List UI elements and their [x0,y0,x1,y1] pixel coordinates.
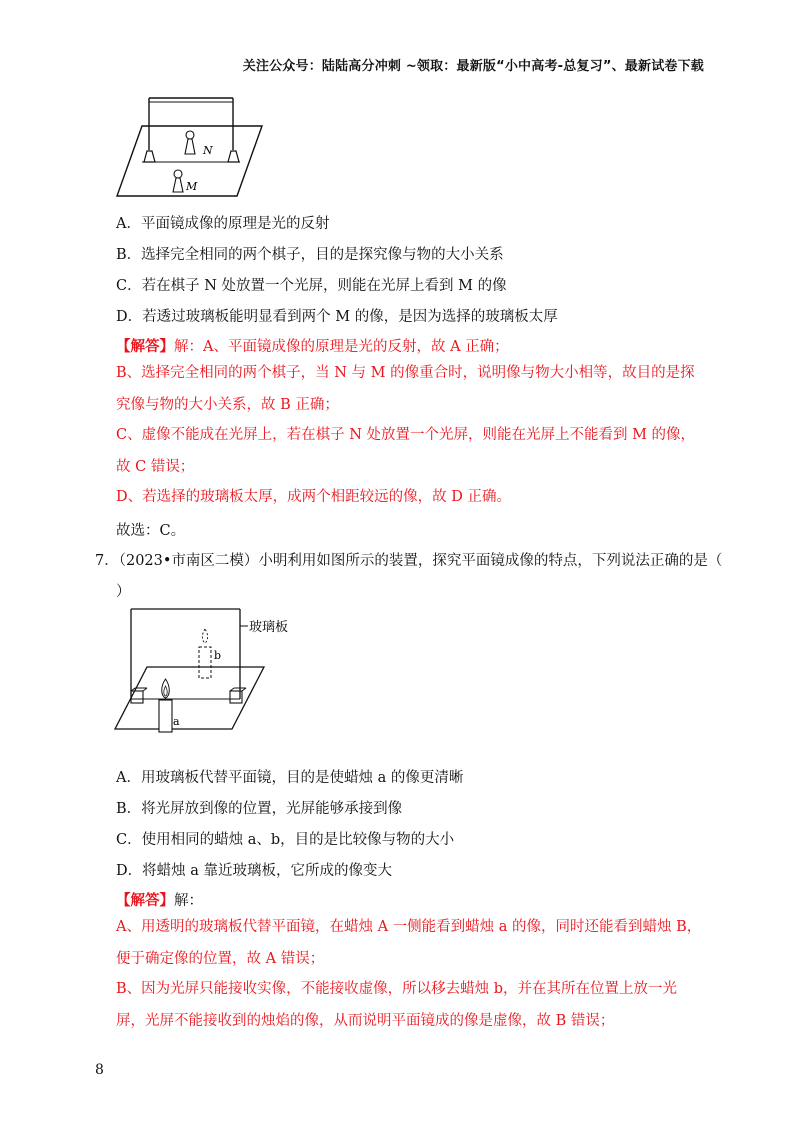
page-header: 关注公众号：陆陆高分冲刺 ~领取：最新版“小中高考-总复习”、最新试卷下载 [242,59,704,74]
q6-option-c: C．若在棋子 N 处放置一个光屏，则能在光屏上看到 M 的像 [116,278,507,294]
figure-candle-mirror [112,605,302,735]
q7-stem-line1: 7．（2023•市南区二模）小明利用如图所示的装置，探究平面镜成像的特点，下列说法正确的是（ [95,553,723,569]
label-b: b [214,649,222,662]
q7-option-b: B．将光屏放到像的位置，光屏能够承接到像 [116,801,403,817]
figure-mirror-chess [112,92,272,200]
q7-answer-tag: 【解答】 [116,892,174,909]
label-a: a [173,715,180,728]
q6-answer-b: B、选择完全相同的两个棋子，当 N 与 M 的像重合时，说明像与物大小相等，故目的是探究像与物的大小关系，故 B 正确； [116,365,695,413]
q7-stem-line2: ） [116,584,131,600]
q6-answer-tag: 【解答】 [116,338,174,355]
q6-option-b: B．选择完全相同的两个棋子，目的是探究像与物的大小关系 [116,247,504,263]
q7-option-c: C．使用相同的蜡烛 a、b，目的是比较像与物的大小 [116,832,455,848]
page-number: 8 [95,1062,104,1078]
q6-option-a: A．平面镜成像的原理是光的反射 [116,216,330,232]
label-glass: 玻璃板 [249,620,289,635]
q6-answer-c: C、虚像不能成在光屏上，若在棋子 N 处放置一个光屏，则能在光屏上不能看到 M 的像，故 C 错误； [116,427,696,475]
label-m: M [186,180,198,193]
q7-option-d: D．将蜡烛 a 靠近玻璃板，它所成的像变大 [116,863,392,879]
q7-answer-a: A、用透明的玻璃板代替平面镜，在蜡烛 A 一侧能看到蜡烛 a 的像，同时还能看到蜡烛 B，便于确定像的位置，故 A 错误； [116,919,702,967]
q7-option-a: A．用玻璃板代替平面镜，目的是使蜡烛 a 的像更清晰 [116,770,464,786]
q6-option-d: D．若透过玻璃板能明显看到两个 M 的像，是因为选择的玻璃板太厚 [116,309,558,325]
q7-answer-head: 【解答】解： [116,892,203,909]
q7-answer-b: B、因为光屏只能接收实像，不能接收虚像，所以移去蜡烛 b，并在其所在位置上放一光屏，光屏不能接收到的烛焰的像，从而说明平面镜成的像是虚像，故 B 错误； [116,981,678,1029]
q6-answer-first: 【解答】解：A、平面镜成像的原理是光的反射，故 A 正确； [116,338,509,355]
label-n: N [203,144,213,157]
q6-answer-d: D、若选择的玻璃板太厚，成两个相距较远的像，故 D 正确。 [116,489,511,505]
q6-conclusion: 故选：C。 [116,523,186,539]
